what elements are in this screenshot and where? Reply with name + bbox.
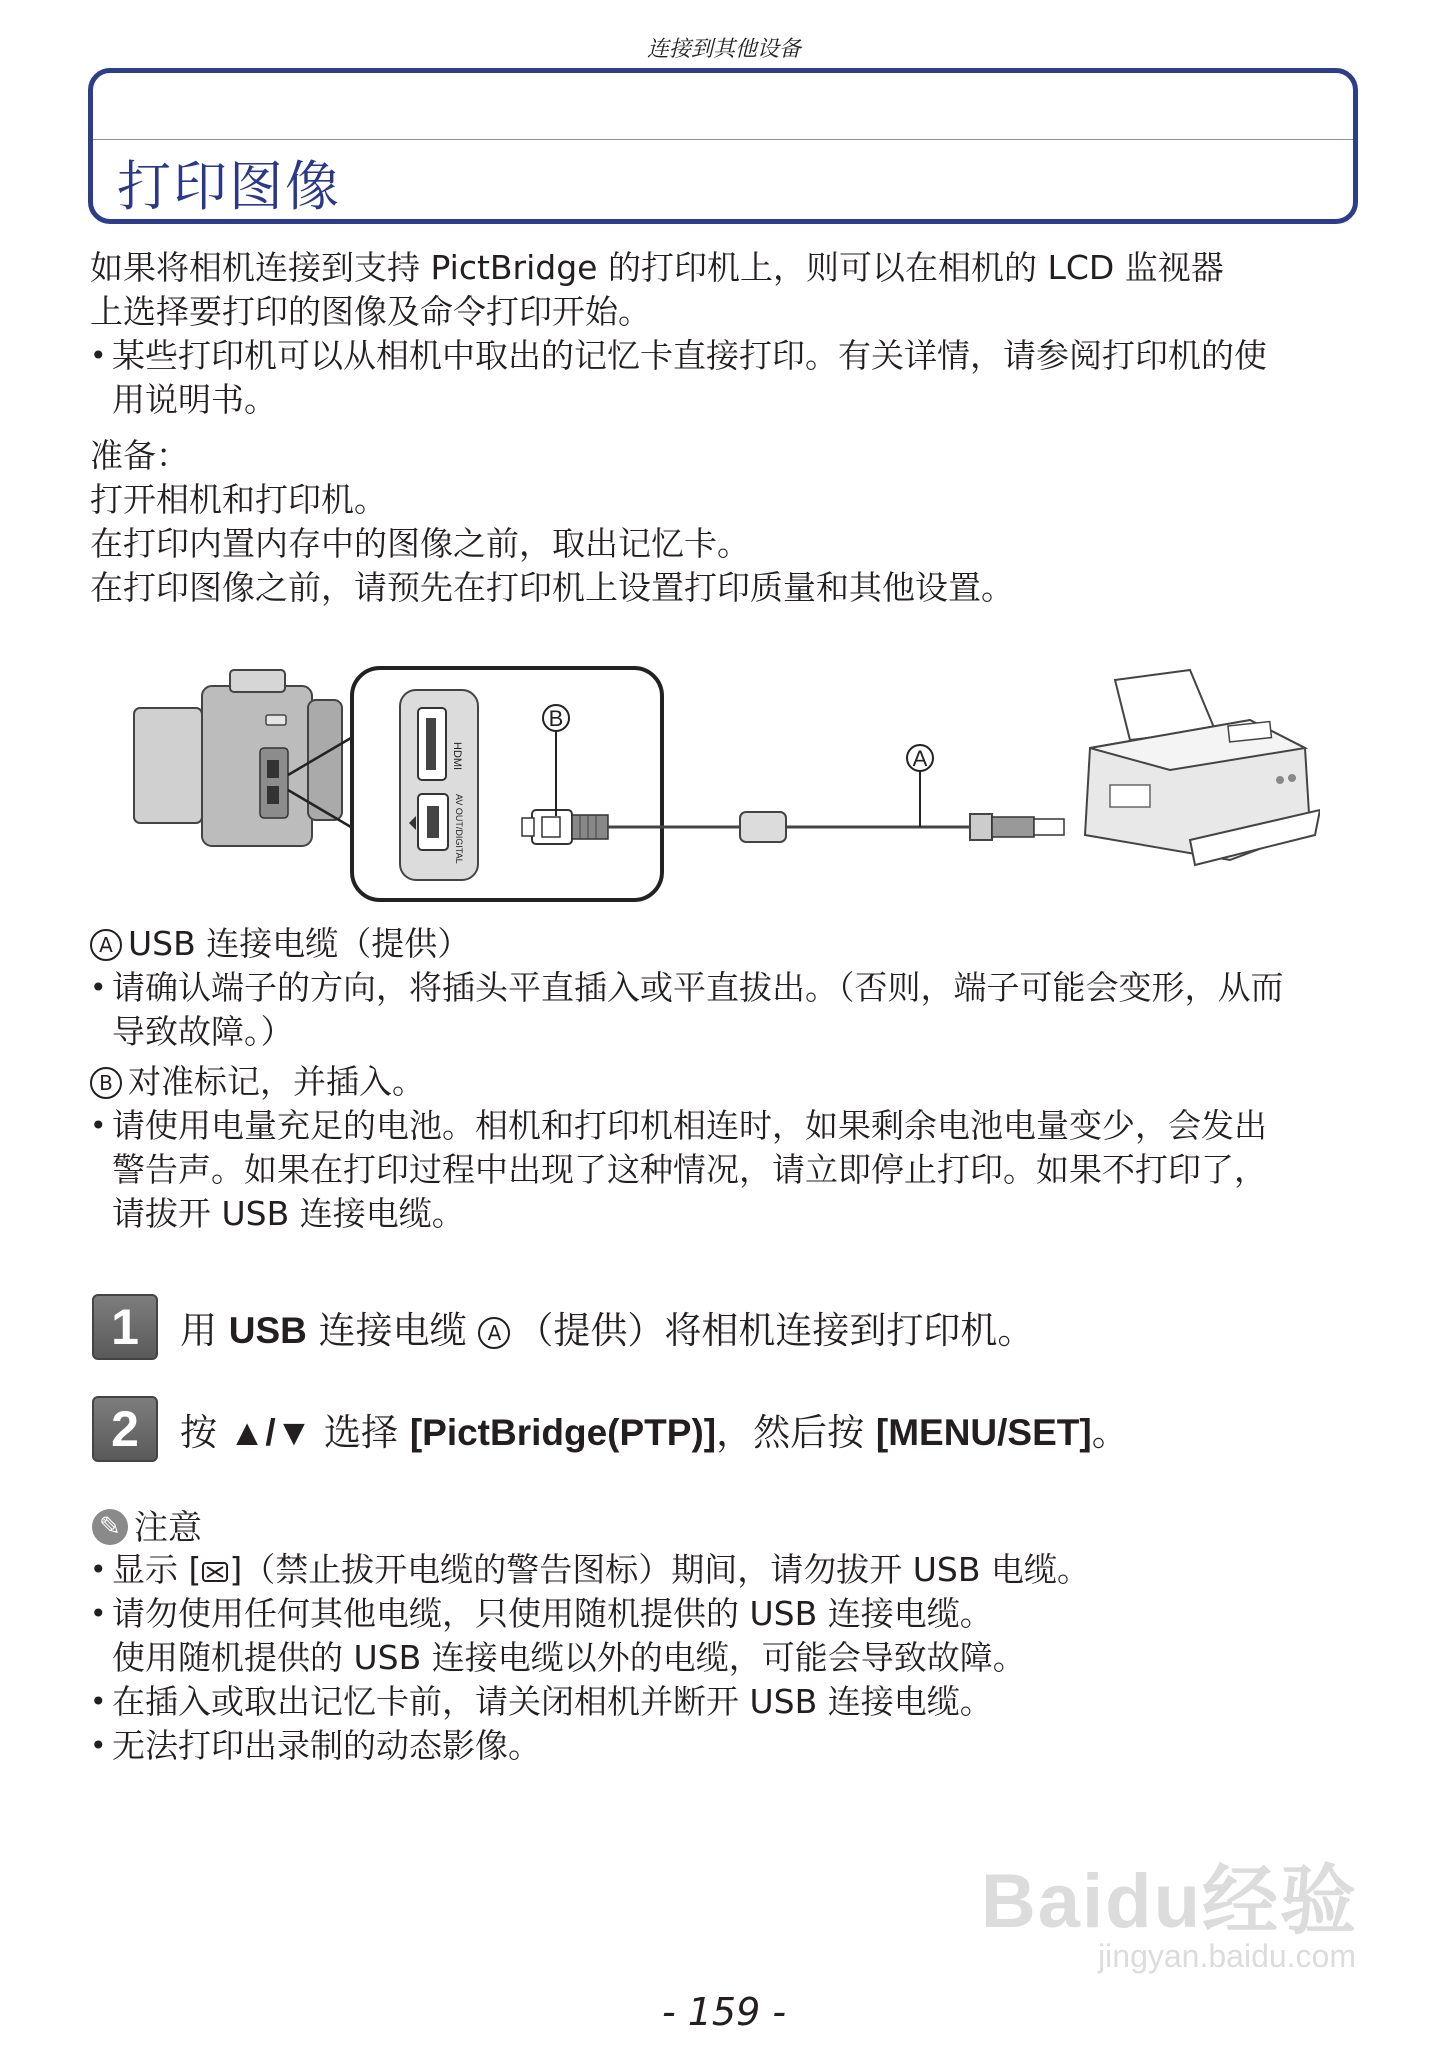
camera-illustration	[134, 670, 342, 846]
preparation-item: 打开相机和打印机。	[90, 480, 387, 519]
preparation-item: 在打印内置内存中的图像之前，取出记忆卡。	[90, 524, 750, 563]
step-text-part: 。	[1091, 1411, 1129, 1454]
step-text-part: ，然后按	[716, 1411, 876, 1454]
note-item-text: • 无法打印出录制的动态影像。	[112, 1726, 541, 1765]
page-title: 打印图像	[117, 155, 341, 218]
watermark-url: jingyan.baidu.com	[1098, 1938, 1356, 1974]
preparation-section	[90, 434, 1014, 610]
step-number: 1	[92, 1294, 158, 1360]
legend-section	[90, 922, 1284, 1236]
preparation-item: 在打印图像之前，请预先在打印机上设置打印质量和其他设置。	[90, 568, 1014, 607]
step-text-part: （提供）将相机连接到打印机。	[516, 1309, 1035, 1352]
note-item-text: 显示 [	[112, 1550, 202, 1589]
legend-a-bullet-line: • 请确认端子的方向，将插头平直插入或平直拔出。（否则，端子可能会变形，从而	[112, 968, 1284, 1007]
step-text	[180, 1300, 1034, 1354]
note-item-text: ]（禁止拔开电缆的警告图标）期间，请勿拔开 USB 电缆。	[229, 1550, 1090, 1589]
legend-b-bullet-line: 请拔开 USB 连接电缆。	[112, 1194, 465, 1233]
step-text-bold: [PictBridge(PTP)]	[409, 1412, 717, 1453]
intro-bullet-line-2: 用说明书。	[112, 380, 277, 419]
preparation-heading: 准备：	[90, 436, 189, 475]
note-heading	[92, 1500, 202, 1549]
connection-diagram	[130, 660, 1320, 910]
label-b: B	[548, 706, 564, 731]
hdmi-port-label: HDMI	[451, 742, 463, 771]
av-port-label: AV OUT/DIGITAL	[454, 794, 464, 864]
note-item	[90, 1680, 1360, 1724]
intro-line-2: 上选择要打印的图像及命令打印开始。	[90, 292, 651, 331]
legend-b-bullet	[90, 1104, 1284, 1236]
note-item-text: • 请勿使用任何其他电缆，只使用随机提供的 USB 连接电缆。	[112, 1594, 993, 1633]
note-item-text: • 在插入或取出记忆卡前，请关闭相机并断开 USB 连接电缆。	[112, 1682, 993, 1721]
note-item	[90, 1592, 1360, 1680]
step-text	[180, 1402, 1129, 1456]
intro-bullet	[90, 334, 1267, 422]
title-divider	[93, 139, 1353, 140]
cable-warning-icon	[201, 1559, 229, 1585]
legend-b	[90, 1060, 1284, 1104]
legend-a	[90, 922, 1284, 966]
note-list	[90, 1548, 1360, 1768]
step-text-part: 按	[180, 1411, 229, 1454]
step-text-part: 连接电缆	[306, 1309, 479, 1352]
printer-illustration	[1085, 670, 1320, 865]
note-item	[90, 1724, 1360, 1768]
label-a: A	[912, 746, 928, 771]
step-text-part: 用	[180, 1309, 229, 1352]
note-heading-text: 注意	[134, 1508, 202, 1548]
marker-a: A	[478, 1317, 510, 1349]
step-number: 2	[92, 1396, 158, 1462]
intro-bullet-line-1: • 某些打印机可以从相机中取出的记忆卡直接打印。有关详情，请参阅打印机的使	[112, 336, 1267, 375]
step-1	[92, 1294, 1352, 1364]
legend-a-bullet-line: 导致故障。）	[112, 1012, 294, 1051]
legend-b-bullet-line: 警告声。如果在打印过程中出现了这种情况，请立即停止打印。如果不打印了，	[112, 1150, 1267, 1189]
step-2	[92, 1396, 1352, 1466]
step-text-bold: USB	[228, 1310, 307, 1351]
intro-line-1: 如果将相机连接到支持 PictBridge 的打印机上，则可以在相机的 LCD 监视器	[90, 248, 1224, 287]
page-number: - 159 -	[661, 1990, 787, 2034]
port-inset	[352, 668, 662, 900]
legend-b-bullet-line: • 请使用电量充足的电池。相机和打印机相连时，如果剩余电池电量变少，会发出	[112, 1106, 1267, 1145]
legend-b-text: 对准标记，并插入。	[128, 1062, 425, 1101]
step-text-bold: [MENU/SET]	[875, 1412, 1092, 1453]
step-text-part: 选择	[312, 1411, 410, 1454]
title-frame	[88, 68, 1358, 224]
note-item-text: 使用随机提供的 USB 连接电缆以外的电缆，可能会导致故障。	[112, 1638, 1026, 1677]
note-item	[90, 1548, 1360, 1592]
usb-cable	[608, 745, 1064, 842]
marker-b: B	[90, 1067, 122, 1099]
legend-a-bullet	[90, 966, 1284, 1054]
pencil-icon	[92, 1509, 128, 1545]
section-header: 连接到其他设备	[646, 37, 801, 62]
watermark-logo: Baidu经验	[980, 1859, 1358, 1944]
marker-a: A	[90, 929, 122, 961]
intro-paragraph	[90, 246, 1267, 422]
legend-a-text: USB 连接电缆（提供）	[128, 924, 471, 963]
step-text-bold: ▲/▼	[228, 1412, 313, 1453]
